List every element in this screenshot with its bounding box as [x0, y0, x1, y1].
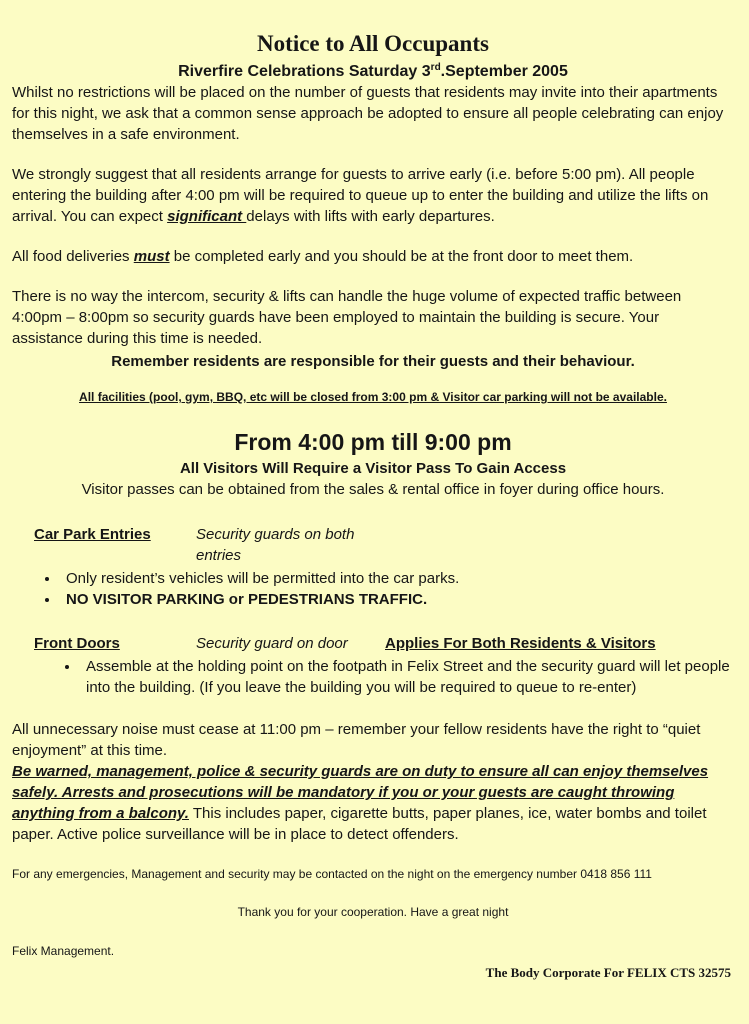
facilities-notice: All facilities (pool, gym, BBQ, etc will be closed from 3:00 pm & Visitor car parking will not be available. [79, 390, 667, 404]
intro-paragraph: Whilst no restrictions will be placed on the number of guests that residents may invite into their apartments for this night, we ask that a common sense approach be adopted to ensure all people celebrating can enjoy themselves in a safe environment. [12, 84, 724, 143]
list-item: • Assemble at the holding point on the footpath in Felix Street and the security guard will let people into the building. (If you leave the building you will be required to queue to re-enter) [80, 656, 734, 698]
noise-paragraph: All unnecessary noise must cease at 11:00 pm – remember your fellow residents have the right to “quiet enjoyment” at this time. [12, 721, 701, 759]
arrival-paragraph [12, 164, 734, 227]
food-paragraph [12, 246, 734, 267]
visitor-pass-required: All Visitors Will Require a Visitor Pass To Gain Access [179, 460, 567, 477]
notice-page [12, 30, 734, 962]
time-range-heading: From 4:00 pm till 9:00 pm [234, 429, 512, 455]
list-item: • NO VISITOR PARKING or PEDESTRIANS TRAFFIC. [60, 589, 734, 610]
arrival-text: We strongly suggest that all residents arrange for guests to arrive early (i.e. before 5:00 pm). All people entering the building after 4:00 pm will be required to queue up to enter the building and utilize the lifts on arrival. You can expect [12, 166, 709, 225]
notice-title: Notice to All Occupants [257, 31, 489, 56]
car-park-section [12, 524, 734, 610]
front-doors-label: Front Doors [34, 635, 120, 652]
car-park-note: Security guards on both entries [196, 526, 355, 564]
event-subtitle [12, 62, 734, 82]
front-doors-note: Security guard on door [196, 635, 348, 652]
warning-tail: This includes paper, cigarette butts, paper planes, ice, water bombs and toilet paper. Active police surveillance will be in place to detect offenders. [12, 805, 707, 843]
subtitle-prefix: Riverfire Celebrations Saturday 3 [178, 63, 431, 80]
responsibility-note: Remember residents are responsible for their guests and their behaviour. [111, 353, 635, 370]
warning-emphasis: Be warned, management, police & security guards are on duty to ensure all can enjoy themselves safely. Arrests and prosecutions will be mandatory if you or your guests are caught throwing anything from a balcony. [12, 763, 709, 822]
food-post: be completed early and you should be at the front door to meet them. [169, 248, 634, 265]
visitor-pass-info: Visitor passes can be obtained from the sales & rental office in foyer during office hours. [81, 481, 665, 498]
front-doors-list [34, 656, 734, 698]
warning-paragraph [12, 761, 734, 845]
arrival-emphasis: significant [167, 208, 247, 225]
subtitle-ordinal: rd [430, 62, 441, 73]
signoff: Felix Management. [12, 944, 115, 958]
food-emphasis: must [133, 248, 170, 265]
security-paragraph: There is no way the intercom, security & lifts can handle the huge volume of expected traffic between 4:00pm – 8:00pm so security guards have been employed to maintain the building is secure. Your assistance during this time is needed. [12, 288, 682, 347]
list-item: • Only resident’s vehicles will be permitted into the car parks. [60, 568, 734, 589]
food-pre: All food deliveries [12, 248, 134, 265]
car-park-list [34, 568, 734, 610]
front-doors-section [12, 633, 734, 698]
subtitle-suffix: .September 2005 [440, 63, 568, 80]
car-park-label: Car Park Entries [34, 526, 151, 543]
thanks-note: Thank you for your cooperation. Have a great night [237, 905, 509, 919]
emergency-contact: For any emergencies, Management and security may be contacted on the night on the emergency number 0418 856 111 [12, 867, 652, 881]
body-corporate-signature: The Body Corporate For FELIX CTS 32575 [485, 965, 731, 980]
arrival-tail: delays with lifts with early departures. [246, 208, 495, 225]
front-doors-applies: Applies For Both Residents & Visitors [385, 635, 656, 652]
